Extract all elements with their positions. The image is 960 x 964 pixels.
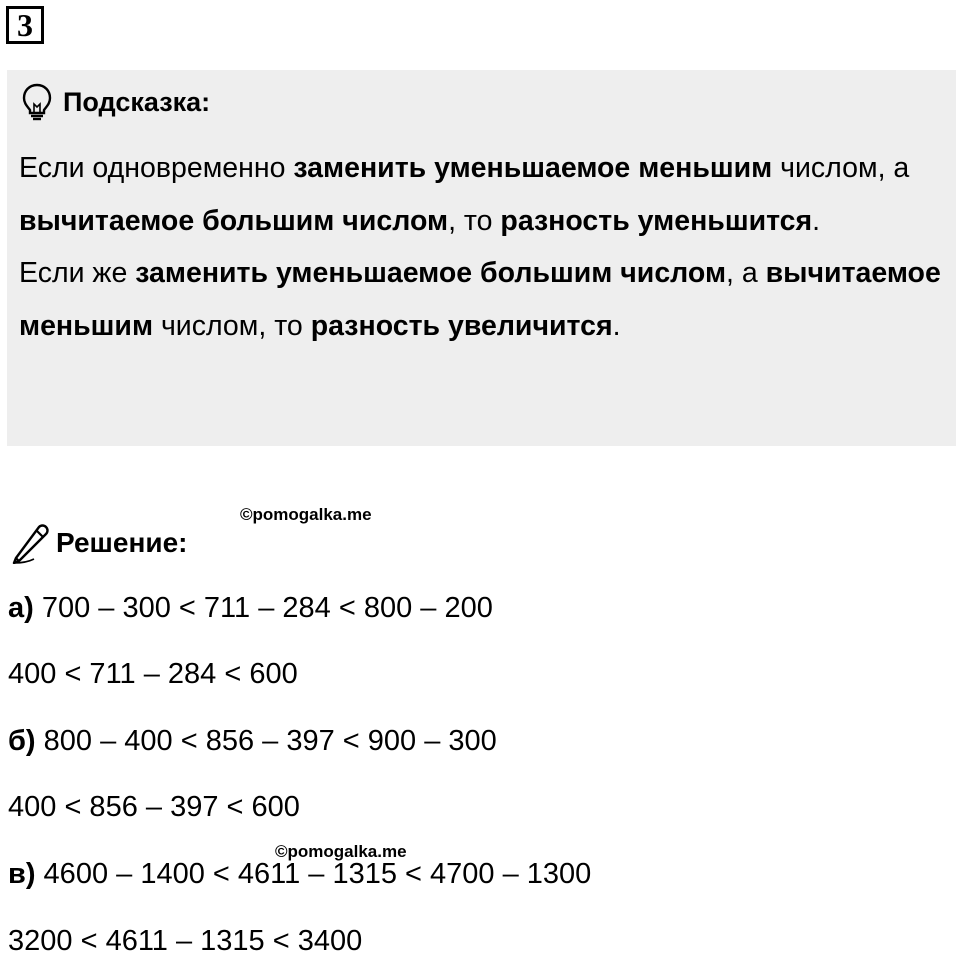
hint-text-span: . xyxy=(612,309,621,342)
solution-expression: 400 < 711 – 284 < 600 xyxy=(8,658,298,690)
hint-text-span: , а xyxy=(726,257,766,289)
solution-header xyxy=(8,522,187,564)
hint-paragraph-1 xyxy=(19,142,949,247)
solution-label: а) xyxy=(8,592,34,624)
task-number: 3 xyxy=(6,6,44,44)
hint-bold-span: разность увеличится xyxy=(310,309,613,342)
solution-expression: 4600 – 1400 < 4611 – 1315 < 4700 – 1300 xyxy=(35,858,592,890)
solution-expression: 800 – 400 < 856 – 397 < 900 – 300 xyxy=(35,725,497,757)
hint-bold-span: вычитаемое меньшим xyxy=(19,257,941,342)
solution-expression: 3200 < 4611 – 1315 < 3400 xyxy=(8,925,363,957)
hint-text-span: числом, то xyxy=(153,309,311,342)
solution-expression: 400 < 856 – 397 < 600 xyxy=(8,791,300,823)
hint-text-span: числом, а xyxy=(772,152,910,184)
hint-text-span: , то xyxy=(448,204,501,237)
hint-text-span: Если одновременно xyxy=(19,152,294,184)
hint-title: Подсказка: xyxy=(63,86,211,117)
hint-bold-span: разность уменьшится xyxy=(500,204,813,237)
hint-text-span: . xyxy=(812,204,821,237)
solution-line xyxy=(8,656,298,692)
hint-header xyxy=(21,82,210,122)
solution-line xyxy=(8,590,493,626)
lightbulb-icon xyxy=(21,82,53,122)
hint-paragraph-2 xyxy=(19,247,949,352)
hint-bold-span: заменить уменьшаемое меньшим xyxy=(293,152,773,184)
hint-box xyxy=(7,70,956,446)
hint-text-span: Если же xyxy=(19,257,136,289)
solution-title: Решение: xyxy=(56,527,188,558)
hint-text xyxy=(19,142,949,352)
hint-bold-span: вычитаемое большим числом xyxy=(19,204,449,237)
solution-expression: 700 – 300 < 711 – 284 < 800 – 200 xyxy=(33,592,493,624)
solution-line xyxy=(8,723,497,759)
hint-bold-span: заменить уменьшаемое большим числом xyxy=(135,257,727,289)
watermark: ©pomogalka.me xyxy=(275,842,407,861)
solution-label: в) xyxy=(8,858,36,890)
solution-line xyxy=(8,789,300,825)
watermark: ©pomogalka.me xyxy=(240,505,372,524)
pencil-icon xyxy=(8,522,52,564)
solution-label: б) xyxy=(8,725,36,757)
solution-line xyxy=(8,923,362,959)
